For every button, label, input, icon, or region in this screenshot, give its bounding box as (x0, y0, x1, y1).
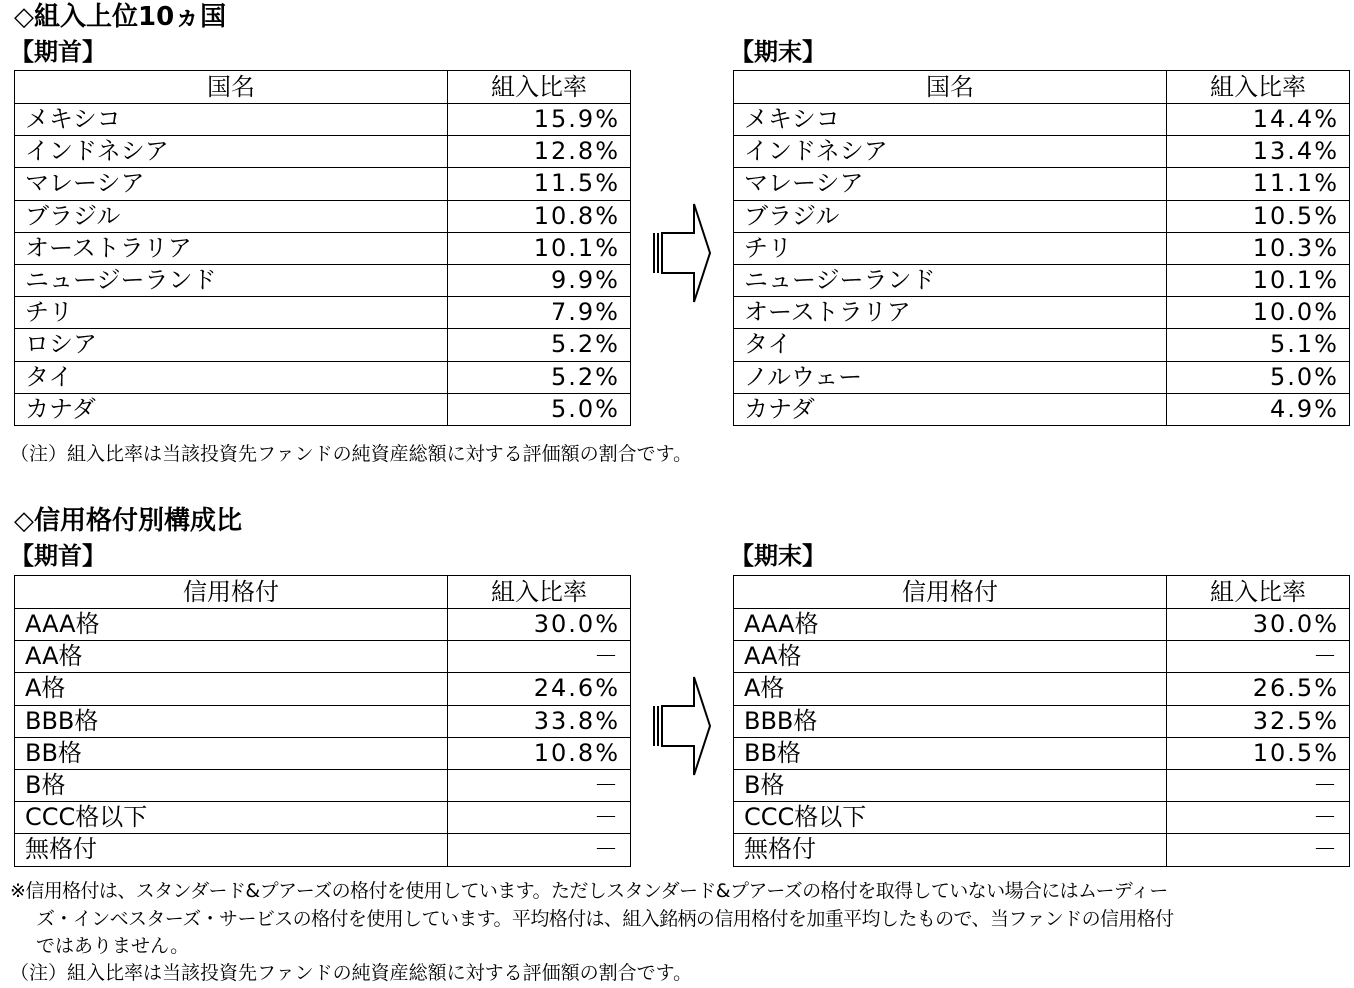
right-arrow-icon (650, 671, 712, 781)
table-row (734, 329, 1350, 361)
row-value: 30.0% (448, 609, 631, 641)
note-section1: （注）組入比率は当該投資先ファンドの純資産総額に対する評価額の割合です。 (10, 443, 693, 465)
ratings-begin-table (14, 575, 631, 867)
row-value: 9.9% (448, 264, 631, 296)
table-row (734, 673, 1350, 705)
row-value: 5.0% (448, 393, 631, 425)
row-value: － (1167, 802, 1350, 834)
row-label: ブラジル (15, 200, 448, 232)
row-label: ニュージーランド (734, 264, 1167, 296)
begin-label: 【期首】 (10, 38, 106, 66)
table-row (15, 393, 631, 425)
table-row (15, 769, 631, 801)
end-label: 【期末】 (730, 38, 826, 66)
table-row (15, 104, 631, 136)
row-label: BB格 (15, 737, 448, 769)
table-row (15, 361, 631, 393)
row-value: 12.8% (448, 136, 631, 168)
column-header-ratio: 組入比率 (448, 71, 631, 104)
footnote-line-2: ズ・インベスターズ・サービスの格付を使用しています。平均格付は、組入銘柄の信用格付を加重平均したもので、当ファンドの信用格付 (36, 908, 1174, 930)
row-label: AAA格 (15, 609, 448, 641)
row-label: カナダ (734, 393, 1167, 425)
column-header-country: 国名 (734, 71, 1167, 104)
row-label: BBB格 (734, 705, 1167, 737)
table-row (734, 393, 1350, 425)
row-label: メキシコ (734, 104, 1167, 136)
note-section2: （注）組入比率は当該投資先ファンドの純資産総額に対する評価額の割合です。 (10, 962, 693, 984)
row-value: － (448, 834, 631, 866)
row-label: メキシコ (15, 104, 448, 136)
table-row (15, 264, 631, 296)
column-header-rating: 信用格付 (734, 576, 1167, 609)
row-label: チリ (15, 297, 448, 329)
row-label: タイ (734, 329, 1167, 361)
row-label: AA格 (734, 641, 1167, 673)
table-row (734, 232, 1350, 264)
row-value: 5.2% (448, 361, 631, 393)
table-row (734, 104, 1350, 136)
table-row (734, 609, 1350, 641)
row-value: － (1167, 769, 1350, 801)
row-value: 10.8% (448, 737, 631, 769)
row-value: 24.6% (448, 673, 631, 705)
row-value: － (448, 641, 631, 673)
table-row (734, 769, 1350, 801)
row-label: ブラジル (734, 200, 1167, 232)
table-row (734, 705, 1350, 737)
row-label: A格 (15, 673, 448, 705)
column-header-ratio: 組入比率 (1167, 71, 1350, 104)
column-header-ratio: 組入比率 (1167, 576, 1350, 609)
row-label: インドネシア (734, 136, 1167, 168)
row-value: 15.9% (448, 104, 631, 136)
row-value: 11.1% (1167, 168, 1350, 200)
row-label: オーストラリア (734, 297, 1167, 329)
column-header-ratio: 組入比率 (448, 576, 631, 609)
table-row (15, 168, 631, 200)
footnote-line-1: ※信用格付は、スタンダード&プアーズの格付を使用しています。ただしスタンダード&プアーズの格付を取得していない場合にはムーディー (10, 880, 1168, 902)
right-arrow-icon (650, 198, 712, 308)
row-label: B格 (734, 769, 1167, 801)
table-row (734, 136, 1350, 168)
table-row (734, 200, 1350, 232)
row-value: 10.0% (1167, 297, 1350, 329)
table-row (734, 737, 1350, 769)
row-value: 26.5% (1167, 673, 1350, 705)
row-value: 11.5% (448, 168, 631, 200)
row-label: インドネシア (15, 136, 448, 168)
row-label: ノルウェー (734, 361, 1167, 393)
end-label: 【期末】 (730, 542, 826, 570)
row-value: 4.9% (1167, 393, 1350, 425)
row-value: 13.4% (1167, 136, 1350, 168)
row-value: － (1167, 641, 1350, 673)
row-label: チリ (734, 232, 1167, 264)
row-value: 10.8% (448, 200, 631, 232)
row-value: 32.5% (1167, 705, 1350, 737)
table-row (734, 168, 1350, 200)
table-row (734, 264, 1350, 296)
section-title-top-countries: ◇組入上位10ヵ国 (14, 2, 227, 32)
row-label: CCC格以下 (15, 802, 448, 834)
table-row (15, 705, 631, 737)
table-row (734, 834, 1350, 866)
countries-end-table (733, 70, 1350, 426)
table-row (15, 802, 631, 834)
row-label: 無格付 (15, 834, 448, 866)
row-label: B格 (15, 769, 448, 801)
row-label: BB格 (734, 737, 1167, 769)
row-label: マレーシア (734, 168, 1167, 200)
footnote-line-3: ではありません。 (36, 935, 190, 957)
row-label: マレーシア (15, 168, 448, 200)
table-row (15, 329, 631, 361)
row-label: 無格付 (734, 834, 1167, 866)
row-label: オーストラリア (15, 232, 448, 264)
table-row (15, 609, 631, 641)
row-value: 5.0% (1167, 361, 1350, 393)
table-row (734, 297, 1350, 329)
table-row (15, 737, 631, 769)
row-value: 30.0% (1167, 609, 1350, 641)
column-header-country: 国名 (15, 71, 448, 104)
row-label: AAA格 (734, 609, 1167, 641)
row-value: － (448, 769, 631, 801)
row-value: 10.1% (448, 232, 631, 264)
row-label: A格 (734, 673, 1167, 705)
table-row (15, 200, 631, 232)
row-value: 7.9% (448, 297, 631, 329)
row-value: 10.1% (1167, 264, 1350, 296)
row-value: 10.5% (1167, 200, 1350, 232)
table-row (734, 361, 1350, 393)
row-value: 5.1% (1167, 329, 1350, 361)
table-row (15, 232, 631, 264)
row-label: カナダ (15, 393, 448, 425)
row-value: 14.4% (1167, 104, 1350, 136)
row-label: BBB格 (15, 705, 448, 737)
row-value: － (448, 802, 631, 834)
begin-label: 【期首】 (10, 542, 106, 570)
row-label: ロシア (15, 329, 448, 361)
row-value: 5.2% (448, 329, 631, 361)
section-title-credit-rating: ◇信用格付別構成比 (14, 506, 242, 536)
table-row (734, 802, 1350, 834)
row-value: 10.5% (1167, 737, 1350, 769)
row-label: タイ (15, 361, 448, 393)
countries-begin-table (14, 70, 631, 426)
row-value: － (1167, 834, 1350, 866)
row-label: AA格 (15, 641, 448, 673)
ratings-end-table (733, 575, 1350, 867)
table-row (15, 834, 631, 866)
column-header-rating: 信用格付 (15, 576, 448, 609)
table-row (15, 673, 631, 705)
row-label: CCC格以下 (734, 802, 1167, 834)
row-value: 10.3% (1167, 232, 1350, 264)
table-row (15, 641, 631, 673)
table-row (15, 136, 631, 168)
row-label: ニュージーランド (15, 264, 448, 296)
table-row (15, 297, 631, 329)
table-row (734, 641, 1350, 673)
row-value: 33.8% (448, 705, 631, 737)
